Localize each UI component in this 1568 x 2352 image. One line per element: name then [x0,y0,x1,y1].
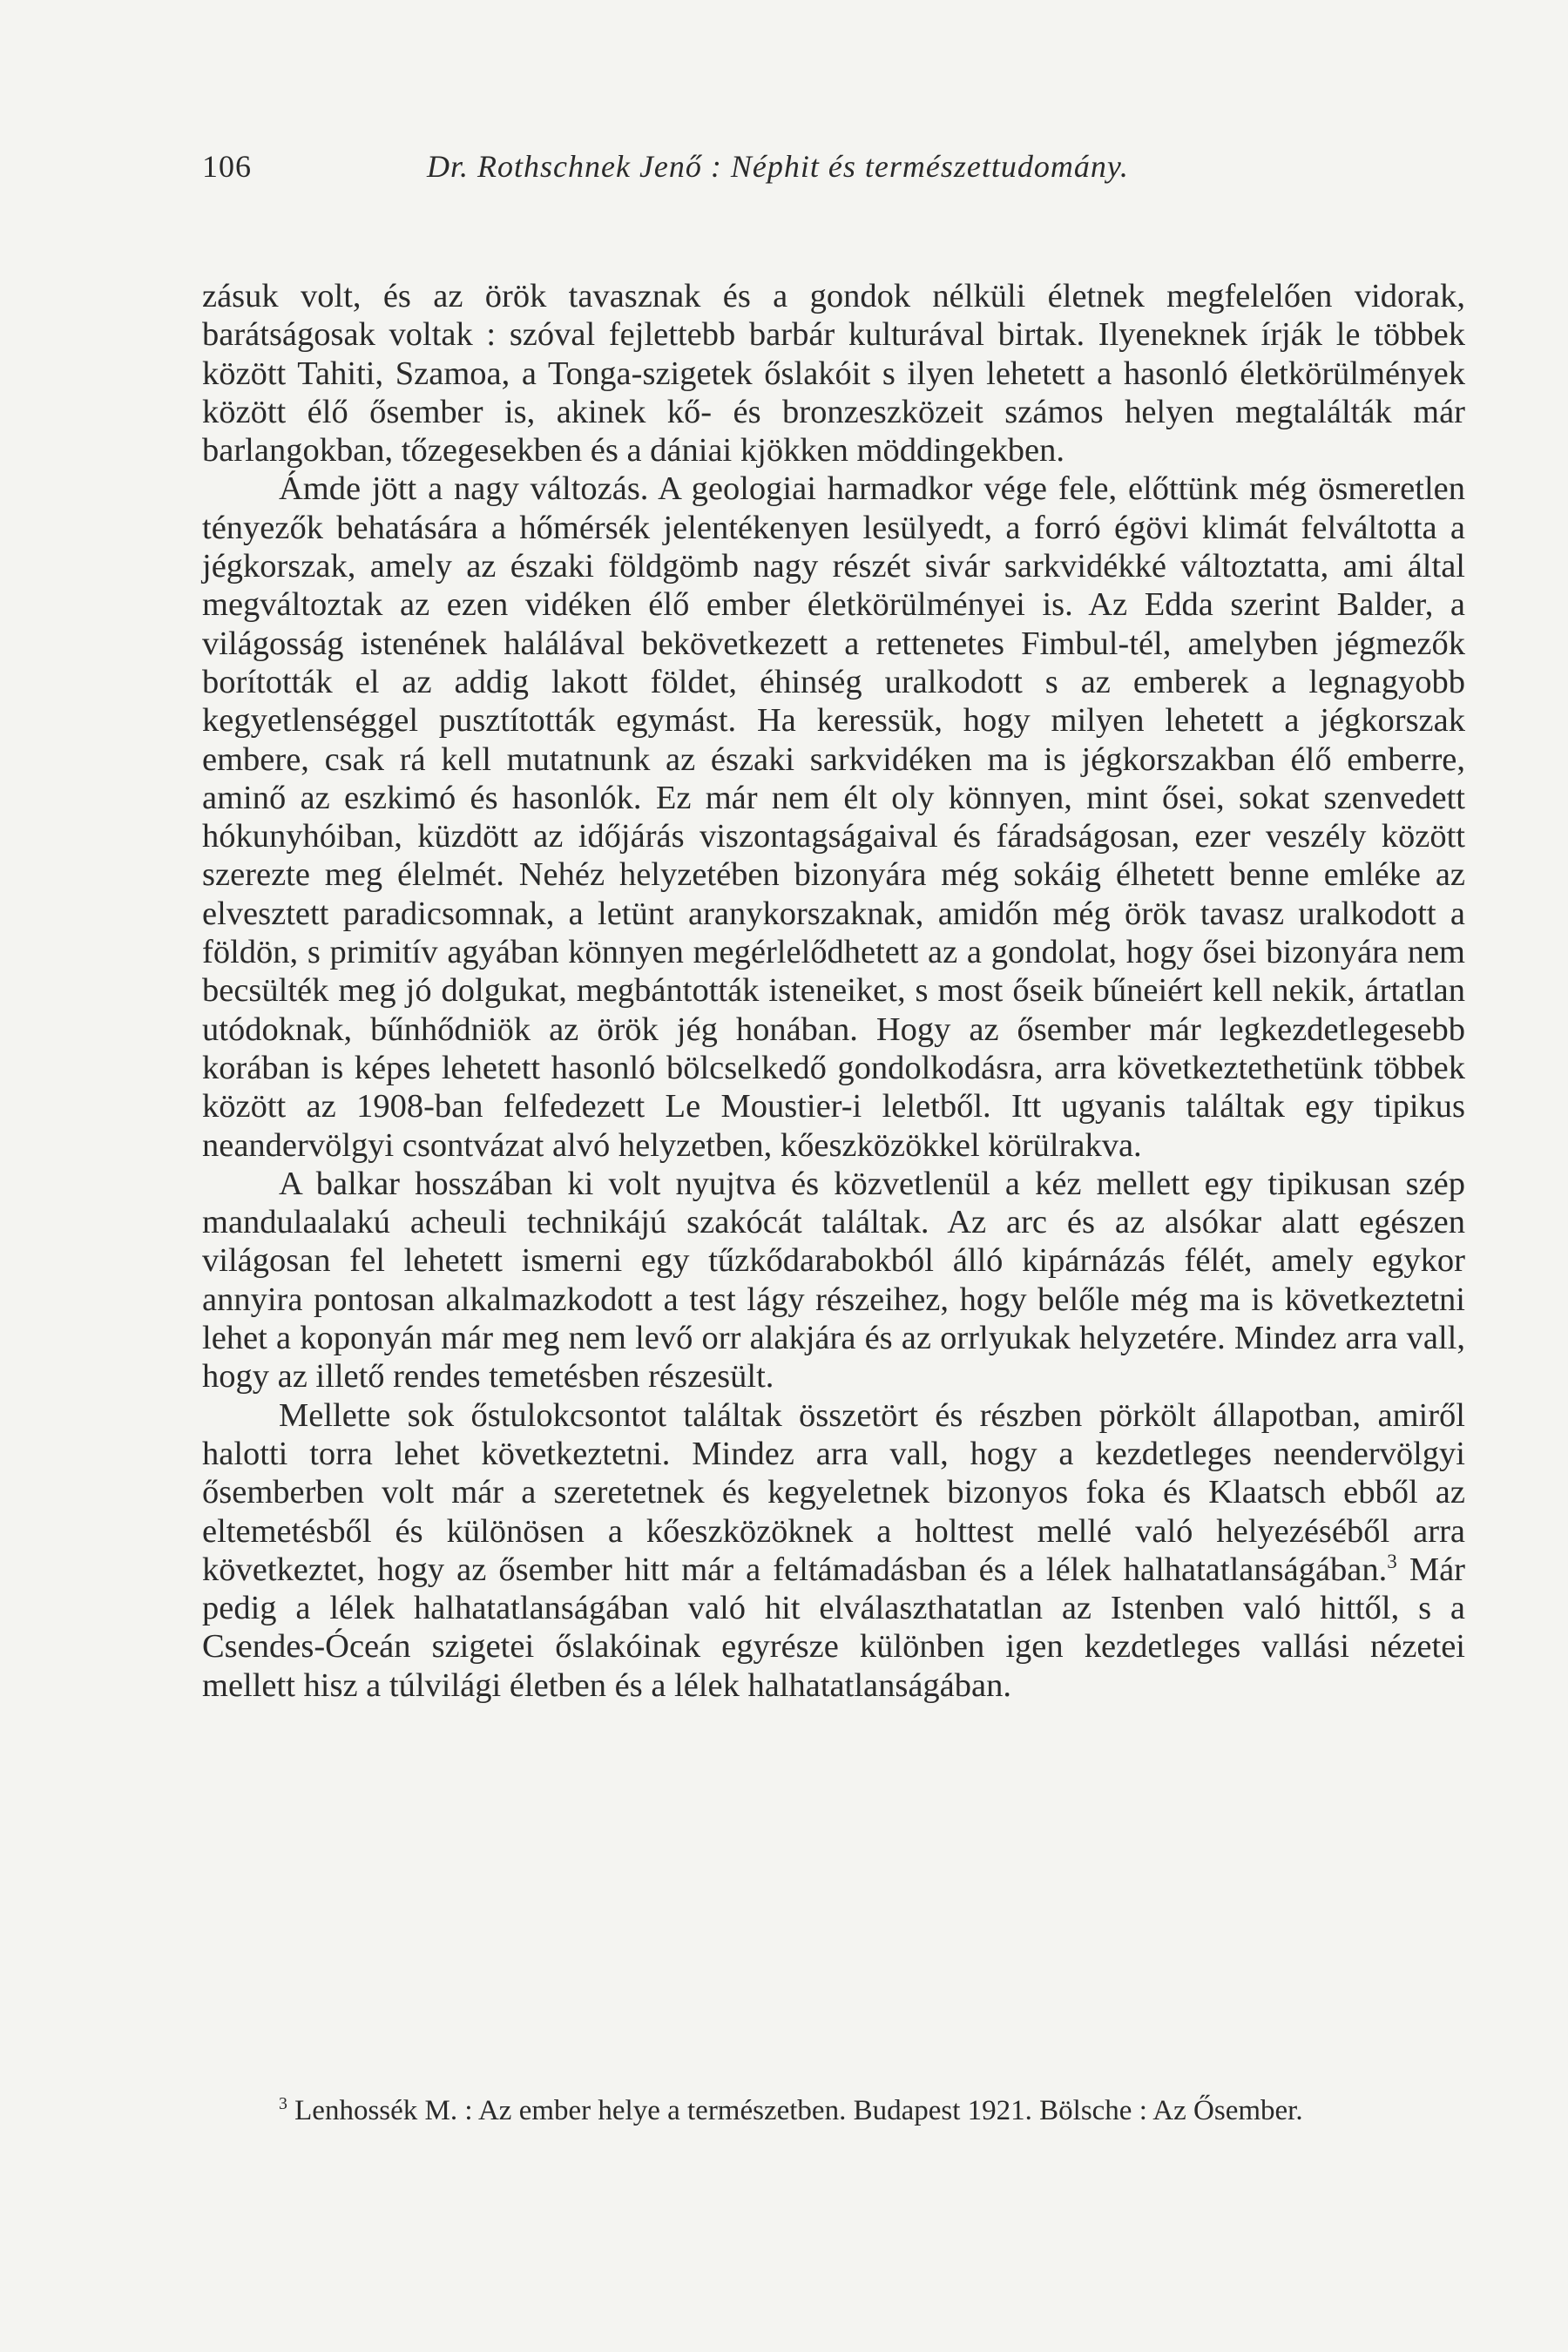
running-head: Dr. Rothschnek Jenő : Néphit és természettudomány. [427,149,1129,184]
footnote-line [202,2092,1465,2129]
footnote [202,2092,1465,2129]
paragraph-4-continued: Már pedig a lélek halhatatlanságában való hit elválaszthatatlan az Istenben való hittől, s a Csendes-Óceán szigetei őslakóinak egyrésze különben igen kezdetleges vallási nézetei mellett hisz a túlvilági életben és a lélek halhatatlanságában. [202,1551,1465,1704]
body-text [202,277,1465,1705]
paragraph-4-text: Mellette sok őstulokcsontot találtak összetört és részben pörkölt állapotban, amiről halotti torra lehet következtetni. Mindez arra vall, hogy a kezdetleges neendervölgyi ősemberben volt már a szeretetnek és kegyeletnek bizonyos foka és Klaatsch ebből az eltemetésből és különösen a kőeszközöknek a holttest mellé való helyezéséből arra következtet, hogy az ősember hitt már a feltámadásban és a lélek halhatatlanságában. [202,1396,1465,1588]
paragraph-2: Ámde jött a nagy változás. A geologiai harmadkor vége fele, előttünk még ösmeretlen tényezők behatására a hőmérsék jelentékenyen lesülyedt, a forró égövi klimát felváltotta a jégkorszak, amely az északi földgömb nagy részét sivár sarkvidékké változtatta, ami által megváltoztak az ezen vidéken élő ember életkörülményei is. Az Edda szerint Balder, a világosság istenének halálával bekövetkezett a rettenetes Fimbul-tél, amelyben jégmezők borították el az addig lakott földet, éhinség uralkodott s az emberek a legnagyobb kegyetlenséggel pusztították egymást. Ha keressük, hogy milyen lehetett a jégkorszak embere, csak rá kell mutatnunk az északi sarkvidéken ma is jégkorszakban élő emberre, aminő az eszkimó és hasonlók. Ez már nem élt oly könnyen, mint ősei, sokat szenvedett hókunyhóiban, küzdött az időjárás viszontagságaival és fáradságosan, ezer veszély között szerezte meg élelmét. Nehéz helyzetében bizonyára még sokáig élhetett benne emléke az elvesztett paradicsomnak, a letünt aranykorszaknak, amidőn még örök tavasz uralkodott a földön, s primitív agyában könnyen megérlelődhetett az a gondolat, hogy ősei bizonyára nem becsülték meg jó dolgukat, megbántották isteneiket, s most őseik bűneiért kell nekik, ártatlan utódoknak, bűnhődniök az örök jég honában. Hogy az ősember már legkezdetlegesebb korában is képes lehetett hasonló bölcselkedő gondolkodásra, arra következtethetünk többek között az 1908-ban felfedezett Le Moustier-i leletből. Itt ugyanis találtak egy tipikus neandervölgyi csontvázat alvó helyzetben, kőeszközökkel körülrakva. [202,470,1465,1164]
footnote-text: Lenhossék M. : Az ember helye a természetben. Budapest 1921. Bölsche : Az Ősember. [294,2095,1303,2126]
paragraph-1: zásuk volt, és az örök tavasznak és a gondok nélküli életnek megfelelően vidorak, barátságosak voltak : szóval fejlettebb barbár kulturával birtak. Ilyeneknek írják le többek között Tahiti, Szamoa, a Tonga-szigetek őslakóit s ilyen lehetett a hasonló életkörülmények között élő ősember is, akinek kő- és bronzeszközeit számos helyen megtalálták már barlangokban, tőzegesekben és a dániai kjökken möddingekben. [202,278,1465,470]
paragraph-4 [202,1396,1465,1705]
footnote-reference: 3 [1387,1549,1397,1572]
footnote-marker: 3 [279,2094,287,2113]
page-header [202,148,1465,200]
page-number: 106 [202,149,252,184]
paragraph-3: A balkar hosszában ki volt nyujtva és közvetlenül a kéz mellett egy tipikusan szép mandulaalakú acheuli technikájú szakócát találtak. Az arc és az alsókar alatt egészen világosan fel lehetett ismerni egy tűzkődarabokból álló kipárnázás félét, amely egykor annyira pontosan alkalmazkodott a test lágy részeihez, hogy belőle még ma is következtetni lehet a koponyán már meg nem levő orr alakjára és az orrlyukak helyzetére. Mindez arra vall, hogy az illető rendes temetésben részesült. [202,1165,1465,1396]
